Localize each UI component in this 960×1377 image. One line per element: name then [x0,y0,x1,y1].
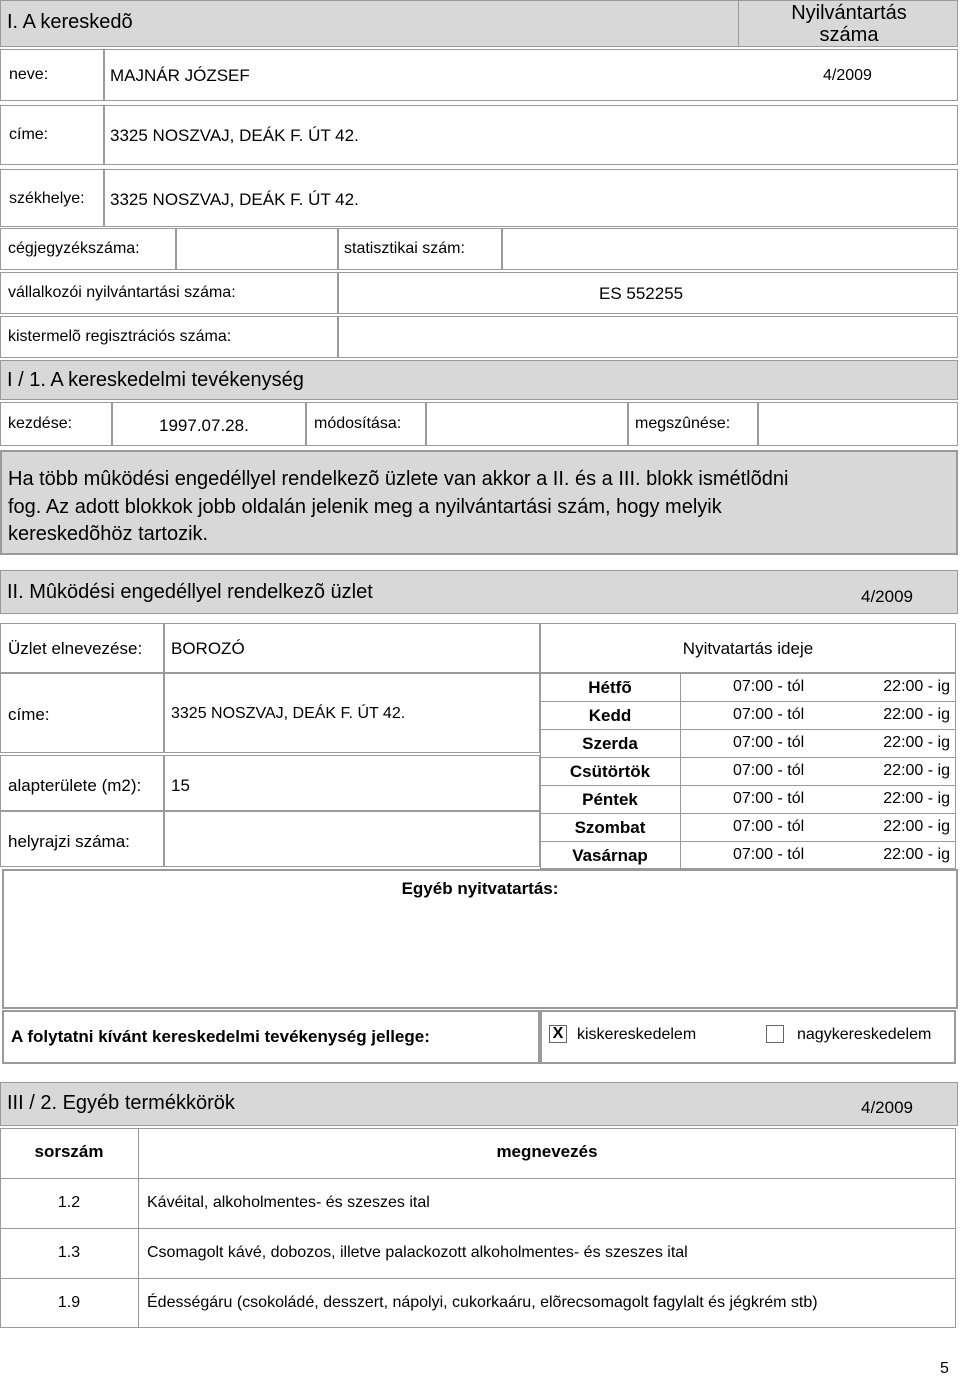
product-row-divider [0,1278,956,1279]
products-col-number: sorszám [34,1142,104,1161]
retail-checkbox[interactable]: X [549,1025,567,1043]
product-number: 1.2 [57,1194,81,1211]
activity-title: I / 1. A kereskedelmi tevékenység [7,369,304,391]
hours-from: 07:00 - tól [733,818,805,835]
shop-address-label: címe: [8,705,50,724]
parcel-label: helyrajzi száma: [8,832,130,851]
hours-divider-1 [680,673,681,869]
hours-from: 07:00 - tól [733,790,805,807]
product-name: Édességáru (csokoládé, desszert, nápolyi, cukorkaáru, elõrecsomagolt fagylalt és jégkrém stb) [147,1294,818,1311]
registry-label-line2: száma [819,24,879,46]
products-registry-number: 4/2009 [861,1098,913,1117]
product-name: Csomagolt kávé, dobozos, illetve palackozott alkoholmentes- és szeszes ital [147,1244,688,1261]
hours-day: Csütörtök [569,762,651,781]
merchant-name: MAJNÁR JÓZSEF [110,66,250,85]
notice-line2: fog. Az adott blokkok jobb oldalán jelenik meg a nyilvántartási szám, hogy melyik [8,496,722,518]
merchant-address: 3325 NOSZVAJ, DEÁK F. ÚT 42. [110,126,359,145]
start-date: 1997.07.28. [159,416,249,435]
product-number: 1.3 [57,1244,81,1261]
header-divider [738,0,739,47]
modified-value-cell [426,402,628,446]
smallholder-label: kistermelõ regisztrációs száma: [8,328,232,345]
shop-name-label: Üzlet elnevezése: [8,639,143,658]
end-value-cell [758,402,958,446]
shop-address: 3325 NOSZVAJ, DEÁK F. ÚT 42. [171,705,406,722]
wholesale-label: nagykereskedelem [797,1026,932,1043]
product-number: 1.9 [57,1294,81,1311]
hours-to: 22:00 - ig [883,818,950,835]
stat-value-cell [502,228,958,270]
page-number: 5 [940,1360,949,1377]
hours-to: 22:00 - ig [883,790,950,807]
parcel-value-cell [164,811,540,867]
hours-day: Vasárnap [572,846,648,865]
company-reg-label: cégjegyzékszáma: [8,240,140,257]
address-label: címe: [9,126,49,143]
hours-from: 07:00 - tól [733,734,805,751]
hours-to: 22:00 - ig [883,678,950,695]
hours-from: 07:00 - tól [733,678,805,695]
product-name: Kávéital, alkoholmentes- és szeszes ital [147,1194,430,1211]
merchant-registry-number: 4/2009 [823,67,872,84]
hours-day: Szombat [574,818,646,837]
product-row-divider [0,1178,956,1179]
hours-from: 07:00 - tól [733,846,805,863]
type-label: A folytatni kívánt kereskedelmi tevékenység jellege: [11,1027,430,1046]
wholesale-checkbox[interactable] [766,1025,784,1043]
hours-from: 07:00 - tól [733,706,805,723]
hours-row-divider [540,729,956,730]
seat-label: székhelye: [9,190,85,207]
hours-row-divider [540,785,956,786]
hours-to: 22:00 - ig [883,706,950,723]
hours-to: 22:00 - ig [883,762,950,779]
hours-day: Péntek [582,790,638,809]
modified-label: módosítása: [314,415,402,432]
hours-title: Nyitvatartás ideje [682,639,814,658]
products-col-name: megnevezés [496,1142,598,1161]
shop-name: BOROZÓ [171,639,245,658]
shop-registry-number: 4/2009 [861,587,913,606]
hours-day: Szerda [582,734,638,753]
area-value-cell [164,755,540,811]
hours-row-divider [540,841,956,842]
company-reg-value-cell [176,228,338,270]
registry-label-line1: Nyilvántartás [791,2,907,24]
notice-line1: Ha több mûködési engedéllyel rendelkezõ üzlete van akkor a II. és a III. blokk ismétlõdni [8,468,789,490]
shop-title: II. Mûködési engedéllyel rendelkezõ üzlet [7,581,373,603]
smallholder-value-cell [338,316,958,358]
area-label: alapterülete (m2): [8,776,142,795]
hours-to: 22:00 - ig [883,734,950,751]
hours-day: Hétfõ [588,678,632,697]
merchant-seat: 3325 NOSZVAJ, DEÁK F. ÚT 42. [110,190,359,209]
merchant-title: I. A kereskedõ [7,11,133,33]
hours-row-divider [540,757,956,758]
retail-label: kiskereskedelem [577,1026,697,1043]
entrepreneur-label: vállalkozói nyilvántartási száma: [8,284,236,301]
end-label: megszûnése: [635,415,731,432]
hours-day: Kedd [588,706,632,725]
hours-row-divider [540,701,956,702]
other-hours-label: Egyéb nyitvatartás: [401,879,559,898]
name-label: neve: [9,66,49,83]
notice-line3: kereskedõhöz tartozik. [8,523,209,545]
hours-to: 22:00 - ig [883,846,950,863]
hours-from: 07:00 - tól [733,762,805,779]
hours-row-divider [540,813,956,814]
start-label: kezdése: [8,415,73,432]
products-title: III / 2. Egyéb termékkörök [7,1092,235,1114]
stat-label: statisztikai szám: [344,240,465,257]
product-row-divider [0,1228,956,1229]
entrepreneur-number: ES 552255 [599,284,684,303]
area-value: 15 [171,776,190,795]
